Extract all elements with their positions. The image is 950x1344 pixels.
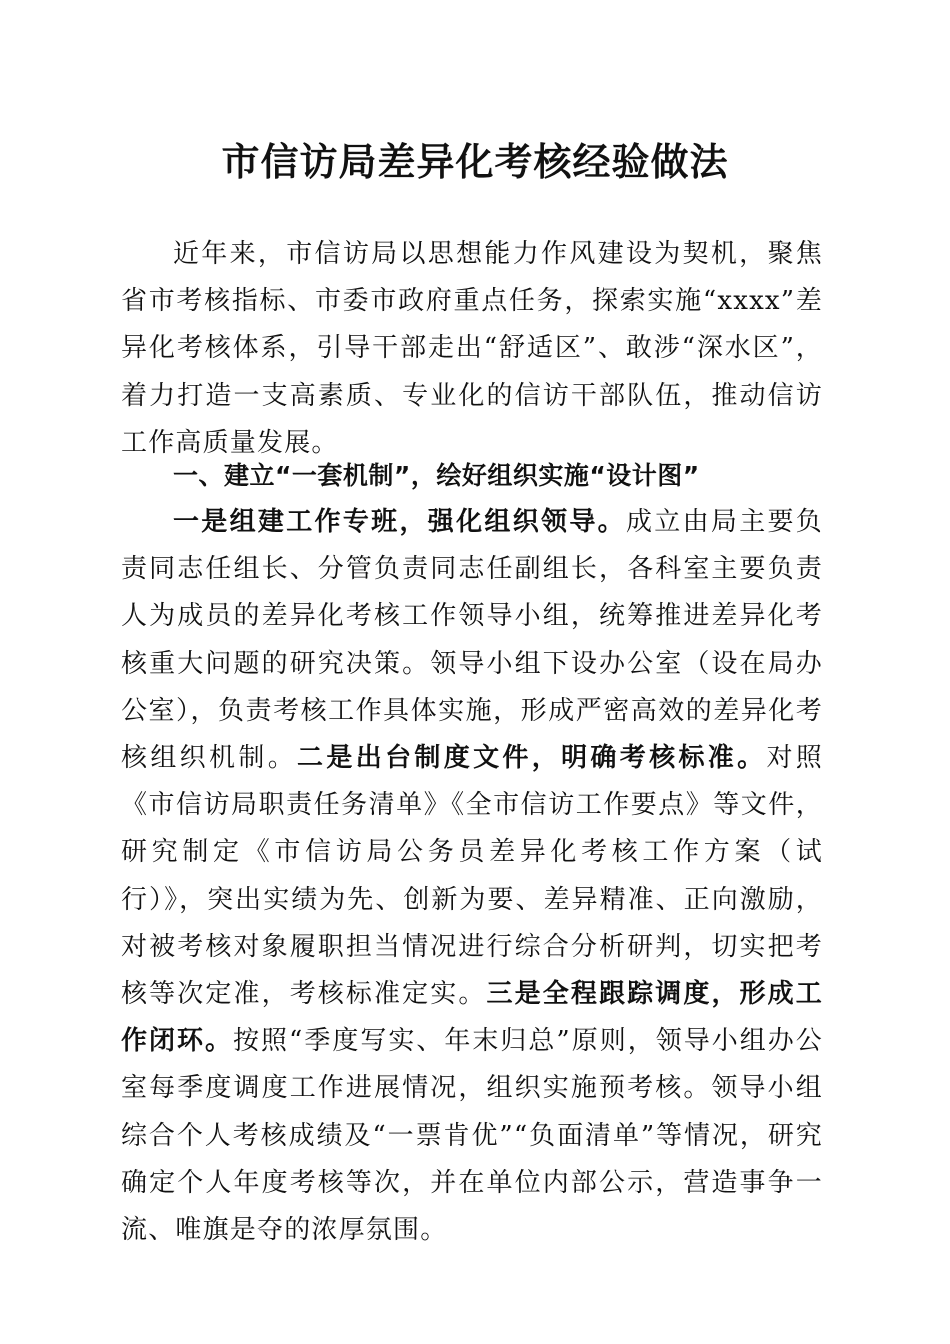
section-heading-1: 一、建立“一套机制”，绘好组织实施“设计图”	[173, 461, 700, 490]
body-text-3: 按照“季度写实、年末归总”原则，领导小组办公室每季度调度工作进展情况，组织实施预考核。领导小组综合个人考核成绩及“一票肯优”“负面清单”等情况，研究确定个人年度考核等次，并在单位内部公示，营造事争一流、唯旗是夺的浓厚氛围。	[121, 1026, 823, 1246]
lead-sentence-1: 一是组建工作专班，强化组织领导。	[173, 507, 626, 537]
body-text-1: 成立由局主要负责同志任组长、分管负责同志任副组长，各科室主要负责人为成员的差异化考核工作领导小组，统筹推进差异化考核重大问题的研究决策。领导小组下设办公室（设在局办公室），负责考核工作具体实施，形成严密高效的差异化考核组织机制。	[121, 507, 824, 774]
lead-sentence-2: 二是出台制度文件，明确考核标准。	[297, 743, 767, 774]
section-1-paragraph	[121, 499, 823, 1254]
intro-paragraph: 近年来，市信访局以思想能力作风建设为契机，聚焦省市考核指标、市委市政府重点任务，探索实施“xxxx”差异化考核体系，引导干部走出“舒适区”、敢涉“深水区”，着力打造一支高素质、专业化的信访干部队伍，推动信访工作高质量发展。	[121, 239, 823, 458]
document-title: 市信访局差异化考核经验做法	[221, 139, 729, 184]
body-text-2: 对照《市信访局职责任务清单》《全市信访工作要点》等文件，研究制定《市信访局公务员差异化考核工作方案（试行）》，突出实绩为先、创新为要、差异精准、正向激励，对被考核对象履职担当情况进行综合分析研判，切实把考核等次定准，考核标准定实。	[121, 743, 824, 1010]
lead-sentence-3: 三是全程跟踪调度，形成工作闭环。	[121, 979, 823, 1057]
